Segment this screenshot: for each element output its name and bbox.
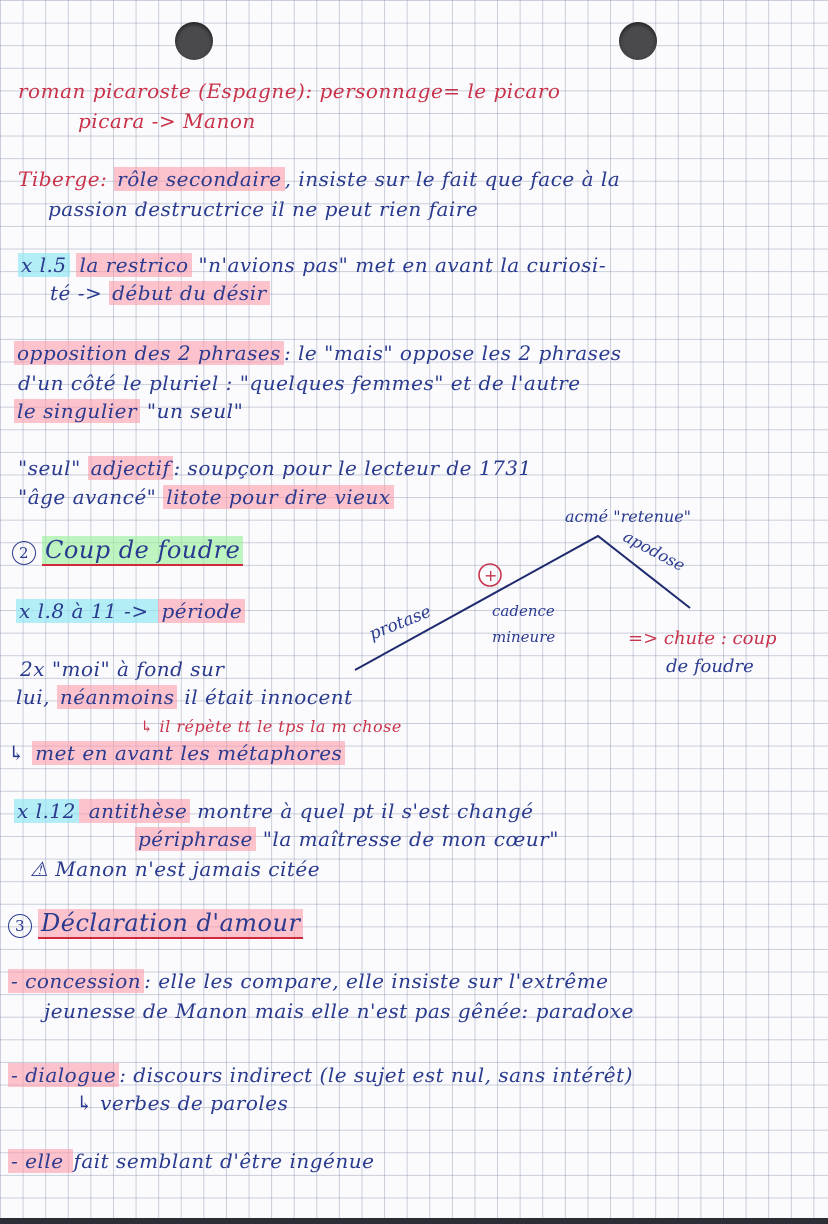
mineure-label: mineure [492, 628, 556, 646]
note-line: x l.12 antithèse montre à quel pt il s'est changé [14, 798, 534, 824]
note-line: - dialogue : discours indirect (le sujet est nul, sans intérêt) [8, 1062, 633, 1088]
note-line: le singulier "un seul" [14, 398, 243, 424]
note-line: jeunesse de Manon mais elle n'est pas gênée: paradoxe [44, 999, 634, 1023]
section-heading: 3 Déclaration d'amour [8, 910, 303, 938]
note-line: té -> début du désir [50, 280, 270, 306]
protase-label: protase [366, 601, 435, 645]
note-line: ⚠ Manon n'est jamais citée [30, 857, 321, 881]
note-line: roman picaroste (Espagne): personnage= le picaro [18, 79, 561, 103]
section-heading: 2 Coup de foudre [12, 537, 243, 565]
note-line: - concession : elle les compare, elle insiste sur l'extrême [8, 968, 609, 994]
note-line: passion destructrice il ne peut rien faire [48, 197, 479, 221]
note-line: opposition des 2 phrases : le "mais" oppose les 2 phrases [14, 340, 622, 366]
plus-label: + [484, 566, 498, 585]
apodose-label: apodose [620, 526, 689, 575]
note-line: périphrase "la maîtresse de mon cœur" [135, 826, 559, 852]
chute-label-2: de foudre [666, 656, 754, 677]
note-line: x l.5 la restrico "n'avions pas" met en avant la curiosi- [18, 252, 606, 278]
note-line: d'un côté le pluriel : "quelques femmes" et de l'autre [18, 371, 581, 395]
note-line: x l.8 à 11 -> période [16, 598, 245, 624]
note-line: - elle fait semblant d'être ingénue [8, 1148, 374, 1174]
note-line: 2x "moi" à fond sur [20, 657, 225, 681]
note-line: "âge avancé" litote pour dire vieux [18, 484, 394, 510]
cadence-label: cadence [492, 602, 555, 620]
note-line: ↳ verbes de paroles [76, 1091, 289, 1115]
chute-label: => chute : coup [628, 628, 777, 649]
note-line: Tiberge: rôle secondaire , insiste sur le fait que face à la [18, 167, 621, 191]
bottom-edge [0, 1218, 828, 1224]
note-line: ↳ il répète tt le tps la m chose [140, 717, 402, 736]
note-line: lui, néanmoins il était innocent [16, 685, 353, 709]
note-line: picara -> Manon [78, 109, 256, 133]
acme-label: acmé "retenue" [565, 507, 692, 526]
note-line: ↳ met en avant les métaphores [8, 740, 345, 766]
note-line: "seul" adjectif : soupçon pour le lecteur de 1731 [18, 456, 532, 480]
